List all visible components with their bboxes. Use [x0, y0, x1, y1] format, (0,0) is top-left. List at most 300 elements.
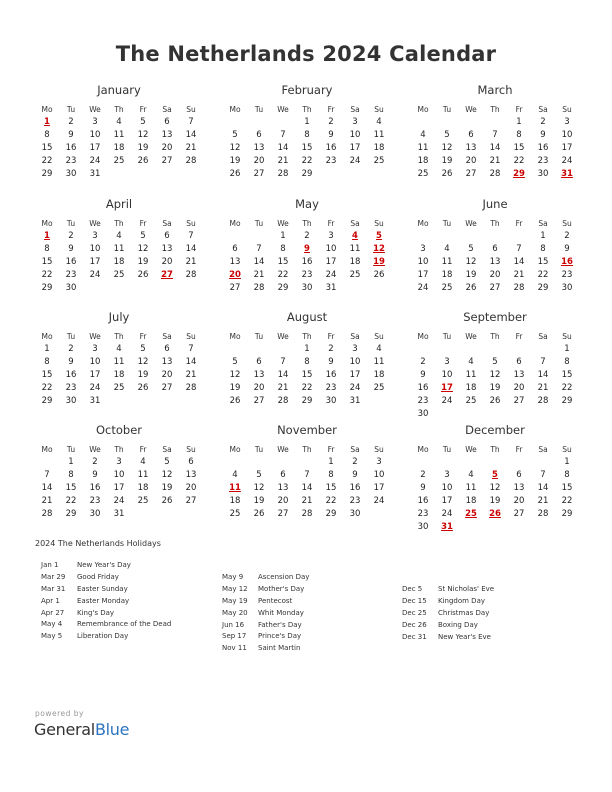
day-cell[interactable]: 9 — [68, 244, 74, 254]
day-cell[interactable]: 17 — [325, 257, 337, 267]
day-cell[interactable]: 31 — [89, 169, 101, 179]
day-cell[interactable]: 22 — [561, 383, 573, 393]
day-cell[interactable]: 23 — [561, 270, 573, 280]
day-cell[interactable]: 28 — [513, 283, 525, 293]
day-cell[interactable]: 4 — [232, 470, 238, 480]
day-cell[interactable]: 27 — [489, 283, 501, 293]
day-cell[interactable]: 6 — [516, 470, 522, 480]
day-cell[interactable]: 6 — [468, 130, 474, 140]
day-cell[interactable]: 30 — [325, 396, 337, 406]
day-cell[interactable]: 3 — [564, 117, 570, 127]
day-cell[interactable]: 18 — [465, 383, 477, 393]
day-cell[interactable]: 12 — [489, 483, 501, 493]
day-cell[interactable]: 25 — [113, 156, 125, 166]
day-cell[interactable]: 4 — [468, 470, 474, 480]
day-cell[interactable]: 3 — [444, 357, 450, 367]
day-cell[interactable]: 2 — [92, 457, 98, 467]
day-cell[interactable]: 29 — [41, 283, 53, 293]
day-cell[interactable]: 3 — [328, 231, 334, 241]
day-cell[interactable]: 4 — [116, 117, 122, 127]
day-cell[interactable]: 1 — [564, 344, 570, 354]
day-cell[interactable]: 4 — [444, 244, 450, 254]
day-cell[interactable]: 25 — [113, 270, 125, 280]
day-cell[interactable]: 30 — [561, 283, 573, 293]
day-cell[interactable]: 16 — [417, 496, 429, 506]
day-cell[interactable]: 9 — [352, 470, 358, 480]
day-cell[interactable]: 24 — [89, 270, 101, 280]
day-cell[interactable]: 14 — [277, 370, 289, 380]
day-cell[interactable]: 21 — [277, 383, 289, 393]
day-cell[interactable]: 4 — [140, 457, 146, 467]
day-cell[interactable]: 1 — [304, 117, 310, 127]
day-cell[interactable]: 8 — [44, 357, 50, 367]
day-cell[interactable]: 15 — [561, 483, 573, 493]
day-cell[interactable]: 28 — [301, 509, 313, 519]
day-cell[interactable]: 22 — [325, 496, 337, 506]
holiday-day-cell[interactable]: 31 — [441, 522, 453, 532]
day-cell[interactable]: 23 — [417, 396, 429, 406]
day-cell[interactable]: 8 — [304, 130, 310, 140]
day-cell[interactable]: 22 — [513, 156, 525, 166]
holiday-day-cell[interactable]: 29 — [513, 169, 525, 179]
day-cell[interactable]: 28 — [253, 283, 265, 293]
day-cell[interactable]: 26 — [253, 509, 265, 519]
day-cell[interactable]: 1 — [304, 344, 310, 354]
day-cell[interactable]: 30 — [65, 396, 77, 406]
day-cell[interactable]: 10 — [373, 470, 385, 480]
day-cell[interactable]: 16 — [325, 143, 337, 153]
holiday-day-cell[interactable]: 9 — [304, 244, 310, 254]
day-cell[interactable]: 5 — [140, 117, 146, 127]
day-cell[interactable]: 1 — [280, 231, 286, 241]
day-cell[interactable]: 3 — [420, 244, 426, 254]
day-cell[interactable]: 17 — [113, 483, 125, 493]
day-cell[interactable]: 29 — [41, 169, 53, 179]
day-cell[interactable]: 23 — [89, 496, 101, 506]
day-cell[interactable]: 6 — [516, 357, 522, 367]
day-cell[interactable]: 26 — [229, 169, 241, 179]
day-cell[interactable]: 29 — [537, 283, 549, 293]
day-cell[interactable]: 29 — [561, 396, 573, 406]
day-cell[interactable]: 26 — [489, 396, 501, 406]
day-cell[interactable]: 22 — [277, 270, 289, 280]
day-cell[interactable]: 30 — [537, 169, 549, 179]
day-cell[interactable]: 1 — [540, 231, 546, 241]
day-cell[interactable]: 18 — [417, 156, 429, 166]
day-cell[interactable]: 5 — [140, 344, 146, 354]
day-cell[interactable]: 12 — [229, 143, 241, 153]
day-cell[interactable]: 8 — [516, 130, 522, 140]
day-cell[interactable]: 22 — [561, 496, 573, 506]
day-cell[interactable]: 6 — [256, 357, 262, 367]
day-cell[interactable]: 10 — [441, 370, 453, 380]
day-cell[interactable]: 8 — [44, 244, 50, 254]
day-cell[interactable]: 28 — [185, 270, 197, 280]
day-cell[interactable]: 11 — [137, 470, 149, 480]
day-cell[interactable]: 24 — [349, 156, 361, 166]
day-cell[interactable]: 22 — [41, 270, 53, 280]
day-cell[interactable]: 6 — [256, 130, 262, 140]
day-cell[interactable]: 13 — [161, 244, 173, 254]
day-cell[interactable]: 29 — [41, 396, 53, 406]
day-cell[interactable]: 21 — [537, 383, 549, 393]
day-cell[interactable]: 23 — [537, 156, 549, 166]
day-cell[interactable]: 5 — [256, 470, 262, 480]
day-cell[interactable]: 15 — [537, 257, 549, 267]
day-cell[interactable]: 5 — [140, 231, 146, 241]
day-cell[interactable]: 12 — [137, 130, 149, 140]
day-cell[interactable]: 3 — [92, 117, 98, 127]
day-cell[interactable]: 25 — [113, 383, 125, 393]
day-cell[interactable]: 27 — [229, 283, 241, 293]
day-cell[interactable]: 21 — [185, 143, 197, 153]
day-cell[interactable]: 14 — [277, 143, 289, 153]
day-cell[interactable]: 7 — [188, 117, 194, 127]
day-cell[interactable]: 9 — [92, 470, 98, 480]
day-cell[interactable]: 6 — [232, 244, 238, 254]
day-cell[interactable]: 4 — [376, 117, 382, 127]
day-cell[interactable]: 24 — [561, 156, 573, 166]
day-cell[interactable]: 25 — [349, 270, 361, 280]
day-cell[interactable]: 18 — [465, 496, 477, 506]
day-cell[interactable]: 4 — [420, 130, 426, 140]
day-cell[interactable]: 26 — [161, 496, 173, 506]
day-cell[interactable]: 13 — [277, 483, 289, 493]
day-cell[interactable]: 24 — [113, 496, 125, 506]
day-cell[interactable]: 28 — [41, 509, 53, 519]
day-cell[interactable]: 11 — [113, 244, 125, 254]
day-cell[interactable]: 25 — [417, 169, 429, 179]
day-cell[interactable]: 10 — [113, 470, 125, 480]
day-cell[interactable]: 1 — [564, 457, 570, 467]
day-cell[interactable]: 19 — [137, 257, 149, 267]
day-cell[interactable]: 7 — [188, 231, 194, 241]
day-cell[interactable]: 7 — [44, 470, 50, 480]
day-cell[interactable]: 22 — [41, 156, 53, 166]
day-cell[interactable]: 13 — [253, 370, 265, 380]
holiday-day-cell[interactable]: 5 — [492, 470, 498, 480]
day-cell[interactable]: 21 — [185, 370, 197, 380]
day-cell[interactable]: 26 — [465, 283, 477, 293]
day-cell[interactable]: 17 — [349, 370, 361, 380]
day-cell[interactable]: 12 — [137, 244, 149, 254]
holiday-day-cell[interactable]: 5 — [376, 231, 382, 241]
day-cell[interactable]: 5 — [164, 457, 170, 467]
day-cell[interactable]: 21 — [513, 270, 525, 280]
day-cell[interactable]: 21 — [301, 496, 313, 506]
holiday-day-cell[interactable]: 25 — [465, 509, 477, 519]
day-cell[interactable]: 26 — [229, 396, 241, 406]
day-cell[interactable]: 31 — [113, 509, 125, 519]
day-cell[interactable]: 11 — [349, 244, 361, 254]
day-cell[interactable]: 28 — [489, 169, 501, 179]
holiday-day-cell[interactable]: 17 — [441, 383, 453, 393]
day-cell[interactable]: 8 — [564, 470, 570, 480]
holiday-day-cell[interactable]: 1 — [44, 117, 50, 127]
day-cell[interactable]: 27 — [161, 383, 173, 393]
day-cell[interactable]: 18 — [373, 370, 385, 380]
day-cell[interactable]: 17 — [89, 143, 101, 153]
day-cell[interactable]: 27 — [277, 509, 289, 519]
day-cell[interactable]: 18 — [113, 370, 125, 380]
day-cell[interactable]: 28 — [537, 509, 549, 519]
day-cell[interactable]: 18 — [373, 143, 385, 153]
day-cell[interactable]: 24 — [441, 396, 453, 406]
day-cell[interactable]: 2 — [68, 117, 74, 127]
day-cell[interactable]: 29 — [301, 169, 313, 179]
day-cell[interactable]: 25 — [229, 509, 241, 519]
day-cell[interactable]: 8 — [540, 244, 546, 254]
day-cell[interactable]: 23 — [325, 383, 337, 393]
day-cell[interactable]: 9 — [68, 357, 74, 367]
day-cell[interactable]: 17 — [349, 143, 361, 153]
day-cell[interactable]: 21 — [253, 270, 265, 280]
day-cell[interactable]: 29 — [301, 396, 313, 406]
day-cell[interactable]: 13 — [465, 143, 477, 153]
day-cell[interactable]: 11 — [465, 370, 477, 380]
day-cell[interactable]: 12 — [465, 257, 477, 267]
day-cell[interactable]: 16 — [65, 370, 77, 380]
day-cell[interactable]: 19 — [441, 156, 453, 166]
day-cell[interactable]: 25 — [373, 156, 385, 166]
day-cell[interactable]: 19 — [229, 383, 241, 393]
day-cell[interactable]: 24 — [373, 496, 385, 506]
day-cell[interactable]: 13 — [253, 143, 265, 153]
day-cell[interactable]: 6 — [280, 470, 286, 480]
day-cell[interactable]: 17 — [441, 496, 453, 506]
brand-logo[interactable] — [34, 720, 129, 739]
day-cell[interactable]: 3 — [376, 457, 382, 467]
day-cell[interactable]: 23 — [65, 270, 77, 280]
day-cell[interactable]: 31 — [89, 396, 101, 406]
day-cell[interactable]: 14 — [489, 143, 501, 153]
day-cell[interactable]: 4 — [116, 344, 122, 354]
day-cell[interactable]: 3 — [92, 344, 98, 354]
day-cell[interactable]: 24 — [417, 283, 429, 293]
day-cell[interactable]: 6 — [188, 457, 194, 467]
day-cell[interactable]: 16 — [65, 143, 77, 153]
day-cell[interactable]: 25 — [465, 396, 477, 406]
day-cell[interactable]: 13 — [229, 257, 241, 267]
day-cell[interactable]: 6 — [164, 231, 170, 241]
day-cell[interactable]: 14 — [537, 370, 549, 380]
day-cell[interactable]: 28 — [185, 383, 197, 393]
day-cell[interactable]: 2 — [352, 457, 358, 467]
day-cell[interactable]: 19 — [489, 496, 501, 506]
day-cell[interactable]: 14 — [41, 483, 53, 493]
day-cell[interactable]: 28 — [277, 396, 289, 406]
day-cell[interactable]: 14 — [185, 244, 197, 254]
day-cell[interactable]: 13 — [161, 357, 173, 367]
day-cell[interactable]: 8 — [304, 357, 310, 367]
day-cell[interactable]: 21 — [41, 496, 53, 506]
day-cell[interactable]: 14 — [185, 357, 197, 367]
day-cell[interactable]: 15 — [41, 143, 53, 153]
holiday-day-cell[interactable]: 20 — [229, 270, 241, 280]
day-cell[interactable]: 20 — [161, 257, 173, 267]
day-cell[interactable]: 7 — [188, 344, 194, 354]
day-cell[interactable]: 14 — [513, 257, 525, 267]
day-cell[interactable]: 27 — [513, 396, 525, 406]
day-cell[interactable]: 4 — [468, 357, 474, 367]
day-cell[interactable]: 7 — [540, 470, 546, 480]
day-cell[interactable]: 9 — [420, 483, 426, 493]
day-cell[interactable]: 1 — [516, 117, 522, 127]
day-cell[interactable]: 14 — [253, 257, 265, 267]
day-cell[interactable]: 31 — [349, 396, 361, 406]
day-cell[interactable]: 7 — [280, 130, 286, 140]
day-cell[interactable]: 8 — [328, 470, 334, 480]
day-cell[interactable]: 25 — [441, 283, 453, 293]
day-cell[interactable]: 10 — [89, 357, 101, 367]
day-cell[interactable]: 2 — [68, 344, 74, 354]
day-cell[interactable]: 9 — [68, 130, 74, 140]
day-cell[interactable]: 28 — [537, 396, 549, 406]
day-cell[interactable]: 2 — [328, 117, 334, 127]
day-cell[interactable]: 1 — [44, 344, 50, 354]
day-cell[interactable]: 20 — [185, 483, 197, 493]
day-cell[interactable]: 2 — [540, 117, 546, 127]
day-cell[interactable]: 23 — [325, 156, 337, 166]
day-cell[interactable]: 10 — [89, 244, 101, 254]
day-cell[interactable]: 10 — [349, 357, 361, 367]
day-cell[interactable]: 29 — [561, 509, 573, 519]
day-cell[interactable]: 15 — [277, 257, 289, 267]
day-cell[interactable]: 2 — [304, 231, 310, 241]
day-cell[interactable]: 12 — [137, 357, 149, 367]
day-cell[interactable]: 15 — [65, 483, 77, 493]
holiday-day-cell[interactable]: 19 — [373, 257, 385, 267]
day-cell[interactable]: 22 — [301, 156, 313, 166]
day-cell[interactable]: 7 — [540, 357, 546, 367]
day-cell[interactable]: 24 — [441, 509, 453, 519]
day-cell[interactable]: 16 — [301, 257, 313, 267]
day-cell[interactable]: 3 — [352, 344, 358, 354]
day-cell[interactable]: 12 — [489, 370, 501, 380]
day-cell[interactable]: 21 — [185, 257, 197, 267]
day-cell[interactable]: 8 — [564, 357, 570, 367]
day-cell[interactable]: 22 — [41, 383, 53, 393]
day-cell[interactable]: 9 — [328, 357, 334, 367]
day-cell[interactable]: 17 — [89, 370, 101, 380]
day-cell[interactable]: 21 — [277, 156, 289, 166]
day-cell[interactable]: 14 — [185, 130, 197, 140]
day-cell[interactable]: 8 — [44, 130, 50, 140]
day-cell[interactable]: 11 — [417, 143, 429, 153]
day-cell[interactable]: 9 — [328, 130, 334, 140]
day-cell[interactable]: 10 — [441, 483, 453, 493]
day-cell[interactable]: 30 — [349, 509, 361, 519]
day-cell[interactable]: 13 — [513, 370, 525, 380]
day-cell[interactable]: 27 — [465, 169, 477, 179]
day-cell[interactable]: 26 — [441, 169, 453, 179]
day-cell[interactable]: 3 — [116, 457, 122, 467]
holiday-day-cell[interactable]: 31 — [561, 169, 573, 179]
day-cell[interactable]: 5 — [492, 357, 498, 367]
day-cell[interactable]: 31 — [325, 283, 337, 293]
day-cell[interactable]: 25 — [373, 383, 385, 393]
day-cell[interactable]: 22 — [301, 383, 313, 393]
day-cell[interactable]: 30 — [417, 522, 429, 532]
day-cell[interactable]: 9 — [564, 244, 570, 254]
day-cell[interactable]: 7 — [280, 357, 286, 367]
day-cell[interactable]: 19 — [137, 370, 149, 380]
day-cell[interactable]: 16 — [417, 383, 429, 393]
day-cell[interactable]: 16 — [537, 143, 549, 153]
day-cell[interactable]: 16 — [65, 257, 77, 267]
day-cell[interactable]: 18 — [137, 483, 149, 493]
day-cell[interactable]: 14 — [301, 483, 313, 493]
day-cell[interactable]: 17 — [373, 483, 385, 493]
day-cell[interactable]: 7 — [304, 470, 310, 480]
holiday-day-cell[interactable]: 11 — [229, 483, 241, 493]
day-cell[interactable]: 28 — [185, 156, 197, 166]
day-cell[interactable]: 3 — [352, 117, 358, 127]
day-cell[interactable]: 20 — [253, 156, 265, 166]
day-cell[interactable]: 6 — [492, 244, 498, 254]
day-cell[interactable]: 13 — [185, 470, 197, 480]
day-cell[interactable]: 8 — [68, 470, 74, 480]
day-cell[interactable]: 19 — [489, 383, 501, 393]
holiday-day-cell[interactable]: 16 — [561, 257, 573, 267]
day-cell[interactable]: 7 — [492, 130, 498, 140]
day-cell[interactable]: 23 — [301, 270, 313, 280]
day-cell[interactable]: 19 — [229, 156, 241, 166]
day-cell[interactable]: 29 — [325, 509, 337, 519]
day-cell[interactable]: 1 — [68, 457, 74, 467]
holiday-day-cell[interactable]: 4 — [352, 231, 358, 241]
day-cell[interactable]: 19 — [137, 143, 149, 153]
day-cell[interactable]: 2 — [420, 357, 426, 367]
day-cell[interactable]: 2 — [68, 231, 74, 241]
day-cell[interactable]: 15 — [41, 257, 53, 267]
day-cell[interactable]: 17 — [89, 257, 101, 267]
day-cell[interactable]: 27 — [185, 496, 197, 506]
day-cell[interactable]: 12 — [229, 370, 241, 380]
day-cell[interactable]: 26 — [137, 156, 149, 166]
day-cell[interactable]: 13 — [489, 257, 501, 267]
day-cell[interactable]: 16 — [325, 370, 337, 380]
day-cell[interactable]: 27 — [161, 156, 173, 166]
day-cell[interactable]: 4 — [116, 231, 122, 241]
day-cell[interactable]: 18 — [349, 257, 361, 267]
day-cell[interactable]: 20 — [513, 496, 525, 506]
day-cell[interactable]: 10 — [561, 130, 573, 140]
day-cell[interactable]: 20 — [161, 370, 173, 380]
day-cell[interactable]: 11 — [465, 483, 477, 493]
day-cell[interactable]: 20 — [489, 270, 501, 280]
day-cell[interactable]: 25 — [137, 496, 149, 506]
day-cell[interactable]: 30 — [301, 283, 313, 293]
day-cell[interactable]: 21 — [537, 496, 549, 506]
day-cell[interactable]: 23 — [65, 383, 77, 393]
day-cell[interactable]: 30 — [89, 509, 101, 519]
holiday-day-cell[interactable]: 27 — [161, 270, 173, 280]
day-cell[interactable]: 12 — [441, 143, 453, 153]
day-cell[interactable]: 18 — [229, 496, 241, 506]
day-cell[interactable]: 2 — [564, 231, 570, 241]
day-cell[interactable]: 24 — [89, 383, 101, 393]
day-cell[interactable]: 9 — [540, 130, 546, 140]
day-cell[interactable]: 5 — [444, 130, 450, 140]
day-cell[interactable]: 27 — [513, 509, 525, 519]
day-cell[interactable]: 17 — [417, 270, 429, 280]
day-cell[interactable]: 11 — [373, 130, 385, 140]
day-cell[interactable]: 5 — [232, 357, 238, 367]
day-cell[interactable]: 19 — [465, 270, 477, 280]
day-cell[interactable]: 24 — [349, 383, 361, 393]
holiday-day-cell[interactable]: 26 — [489, 509, 501, 519]
